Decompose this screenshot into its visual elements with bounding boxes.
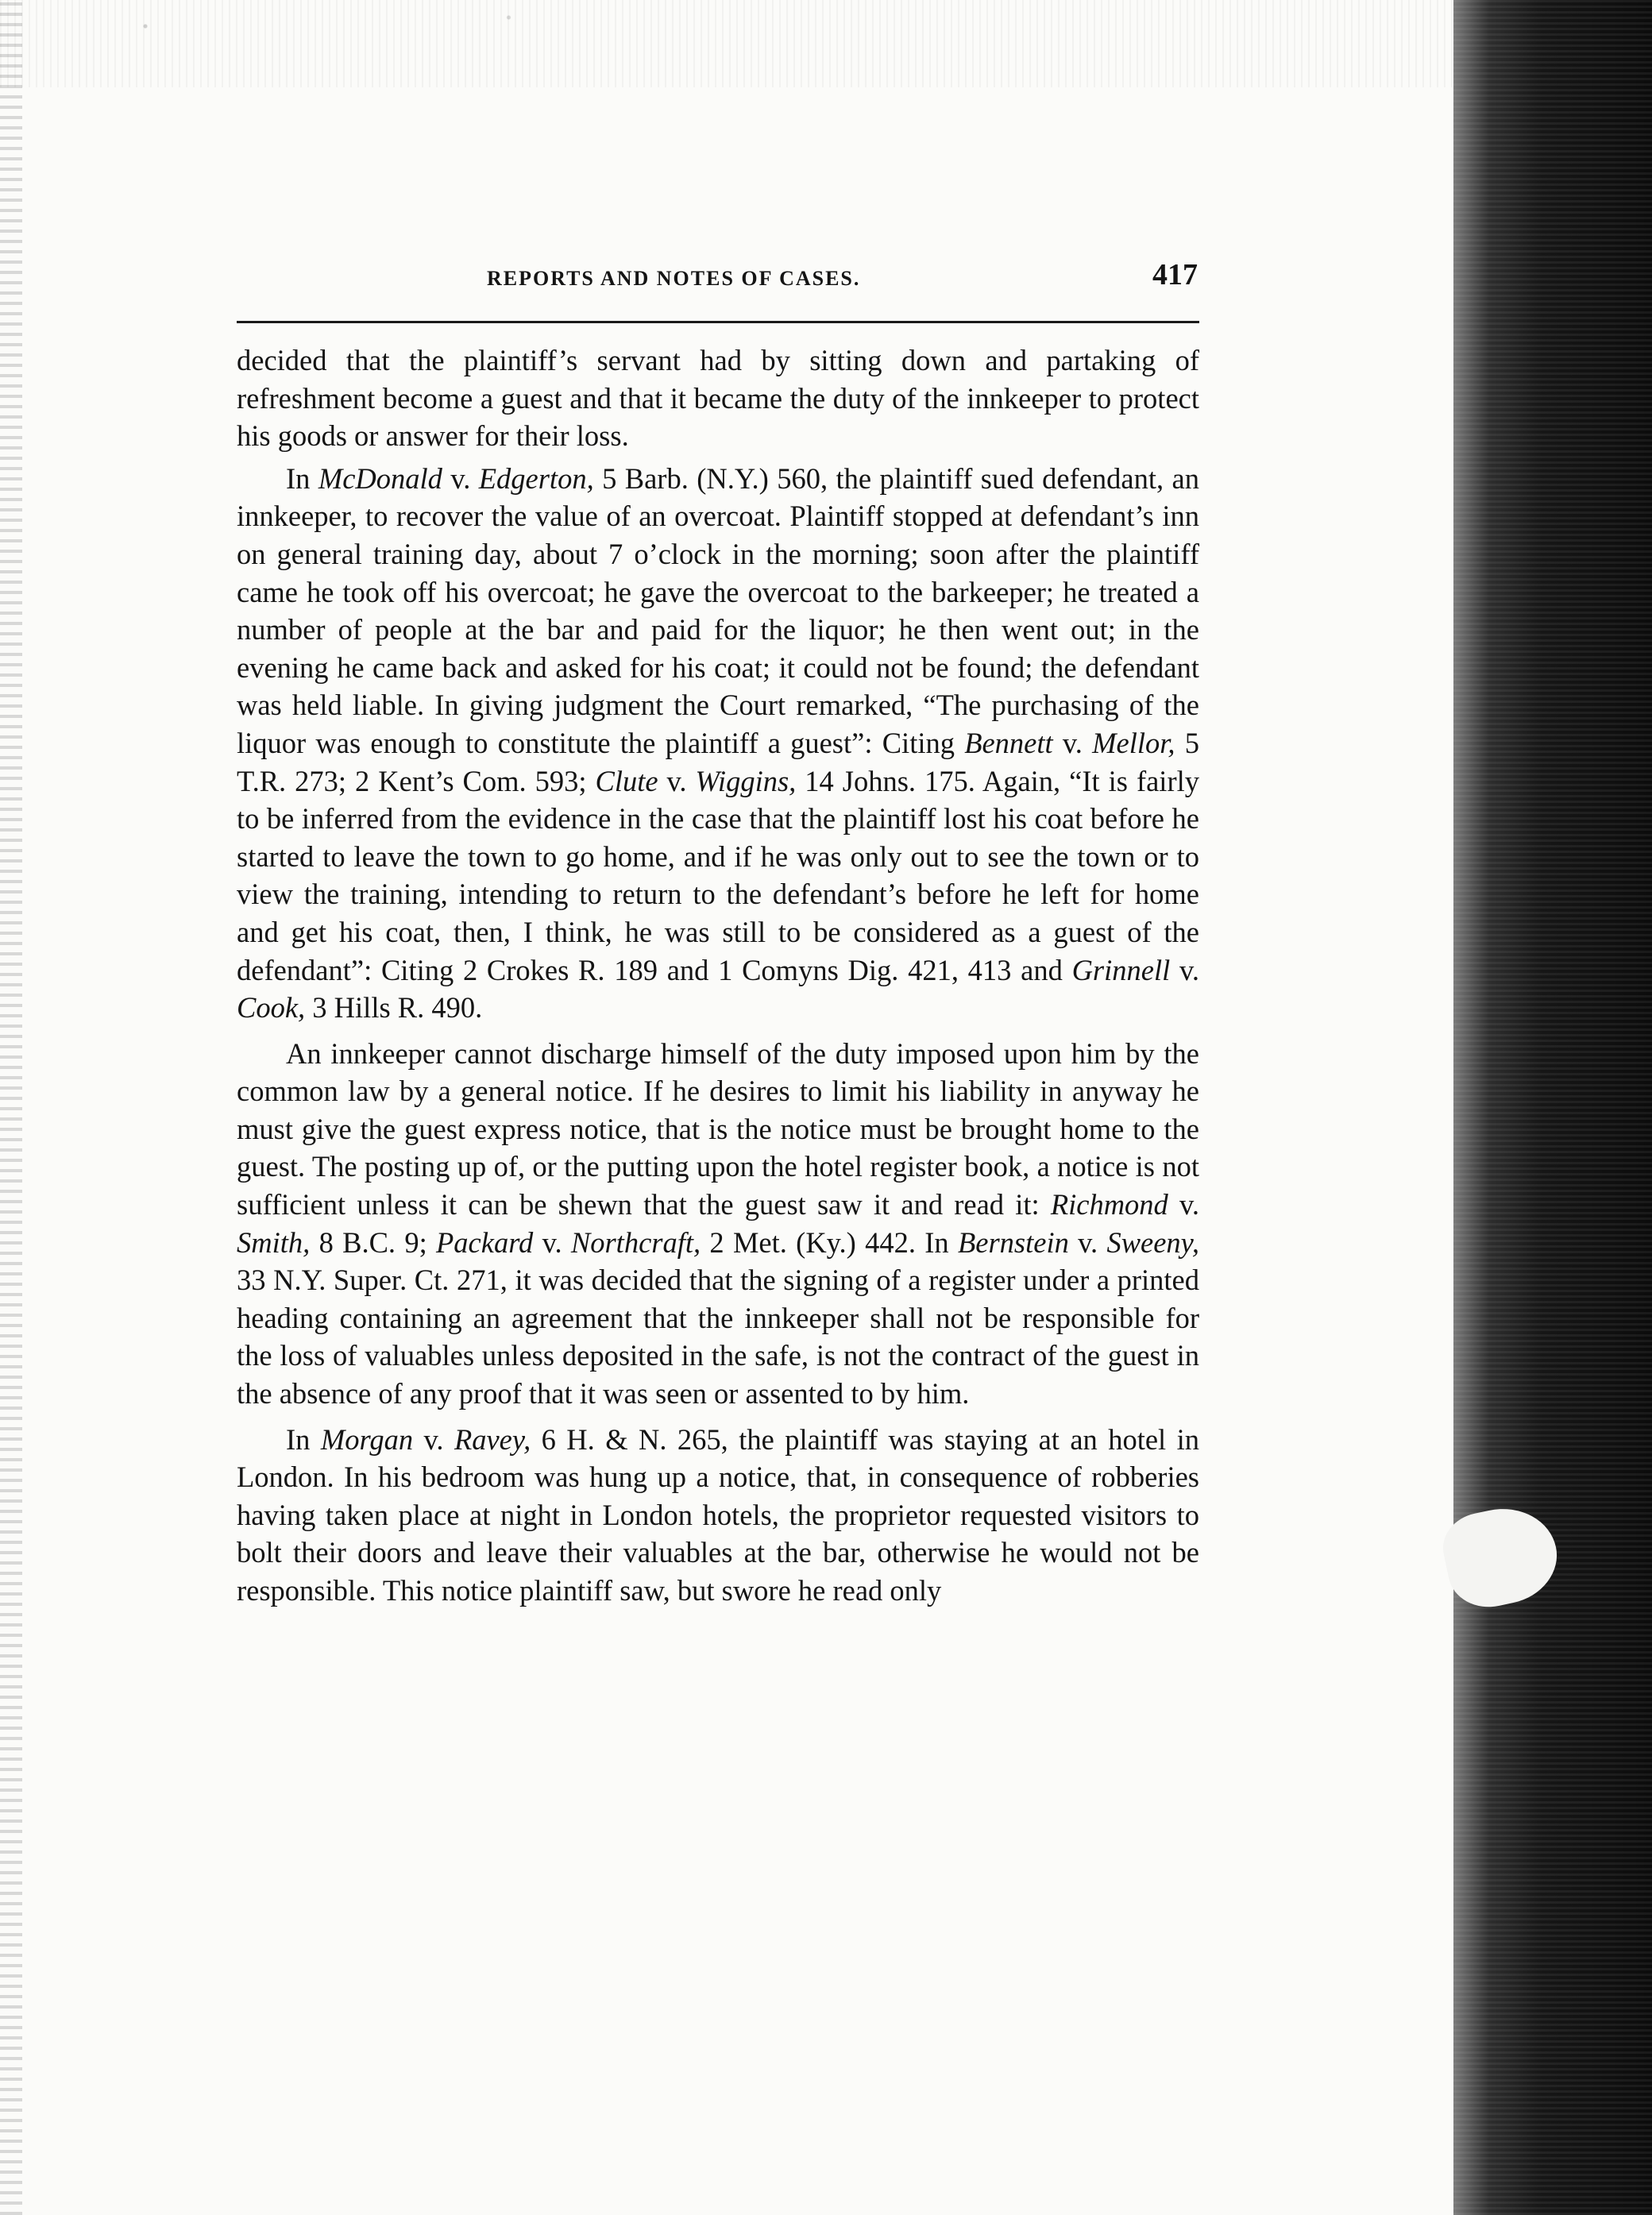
paragraph-2 [237, 460, 1199, 1027]
case-name: Cook, [237, 991, 306, 1025]
case-name: Morgan [320, 1422, 414, 1456]
scan-noise-top [0, 0, 1453, 87]
text-run: 5 Barb. (N.Y.) 560, the plaintiff sued defendant, an innkeeper, to recover the value of an overcoat. Plaintiff stopped at defendant’s inn on general training day, about 7 o’clock in the morning; soon after the plaintiff came he took off his overcoat; he gave the overcoat to the barkeeper; he treated a number of people at the bar and paid for the liquor; he then went out; in the evening he came back and asked for his coat; it could not be found; the defendant was held liable. In giving judgment the Court remarked, “The purchasing of the liquor was enough to constitute the plaintiff a guest”: Citing [237, 461, 1199, 759]
text-run: v. [1068, 1225, 1107, 1259]
text-run: 3 Hills R. 490. [305, 991, 483, 1025]
paragraph-4 [237, 1421, 1199, 1610]
scan-noise-left [0, 0, 22, 2215]
text-run: v. [413, 1422, 454, 1456]
case-name: Richmond [1050, 1188, 1168, 1221]
case-name: Bennett [964, 726, 1053, 759]
text-run: v. [658, 764, 696, 797]
text-run: v. [533, 1225, 571, 1259]
case-name: Grinnell [1071, 953, 1171, 986]
paragraph-3 [237, 1035, 1199, 1413]
text-run: v. [1052, 726, 1093, 759]
text-run: 33 N.Y. Super. Ct. 271, it was decided that the signing of a register under a printed heading containing an agreement that the innkeeper shall not be responsible for the loss of valuables unless deposited in the safe, is not the contract of the guest in the absence of any proof that it was seen or assented to by him. [237, 1264, 1199, 1410]
text-run: An innkeeper cannot discharge himself of the duty imposed upon him by the common law by a general notice. If he desires to limit his liability in anyway he must give the guest express notice, that is the notice must be brought home to the guest. The posting up of, or the putting upon the hotel register book, a notice is not sufficient unless it can be shewn that the guest saw it and read it: [237, 1036, 1199, 1221]
case-name: Packard [436, 1225, 534, 1259]
text-run: v. [1170, 953, 1199, 986]
page-header [237, 256, 1198, 303]
case-name: Northcraft, [570, 1225, 701, 1259]
case-name: Ravey, [454, 1422, 531, 1456]
case-name: Mellor, [1092, 726, 1175, 759]
body-text [237, 342, 1199, 1610]
case-name: Bernstein [957, 1225, 1069, 1259]
paper-tear [1437, 1499, 1565, 1615]
case-name: Sweeny, [1106, 1225, 1199, 1259]
binding-edge [1453, 0, 1652, 2215]
case-name: Wiggins, [695, 764, 797, 797]
header-rule [237, 321, 1199, 323]
text-run: In [286, 461, 318, 495]
page-number: 417 [1152, 258, 1198, 291]
text-run: In [286, 1422, 321, 1456]
text-run: 8 B.C. 9; [310, 1225, 436, 1259]
case-name: McDonald [318, 461, 442, 495]
text-run: 14 Johns. 175. Again, “It is fairly to be inferred from the evidence in the case that the plaintiff lost his coat before he started to leave the town to go home, and if he was only out to see the town or to view the training, intending to return to the defendant’s before he left for home and get his coat, then, I think, he was still to be considered as a guest of the defendant”: Citing 2 Crokes R. 189 and 1 Comyns Dig. 421, 413 and [237, 764, 1199, 986]
paragraph-1 [237, 342, 1199, 455]
case-name: Edgerton, [478, 461, 594, 495]
text-run: 6 H. & N. 265, the plaintiff was staying at an hotel in London. In his bedroom was hung up a notice, that, in consequence of robberies having taken place at night in London hotels, the proprietor requested visitors to bolt their doors and leave their valuables at the bar, otherwise he would not be responsible. This notice plaintiff saw, but swore he read only [237, 1422, 1199, 1607]
case-name: Clute [595, 764, 658, 797]
running-head: REPORTS AND NOTES OF CASES. [487, 267, 861, 290]
case-name: Smith, [237, 1225, 311, 1259]
text-run: 2 Met. (Ky.) 442. In [701, 1225, 958, 1259]
text-run: v. [1168, 1188, 1199, 1221]
paragraph-1-text: decided that the plaintiff’s servant had by sitting down and partaking of refreshment become a guest and that it became the duty of the innkeeper to protect his goods or answer for their loss. [237, 344, 1199, 453]
text-run: v. [442, 461, 479, 495]
text-run: 5 T.R. 273; 2 Kent’s Com. 593; [237, 726, 1199, 797]
